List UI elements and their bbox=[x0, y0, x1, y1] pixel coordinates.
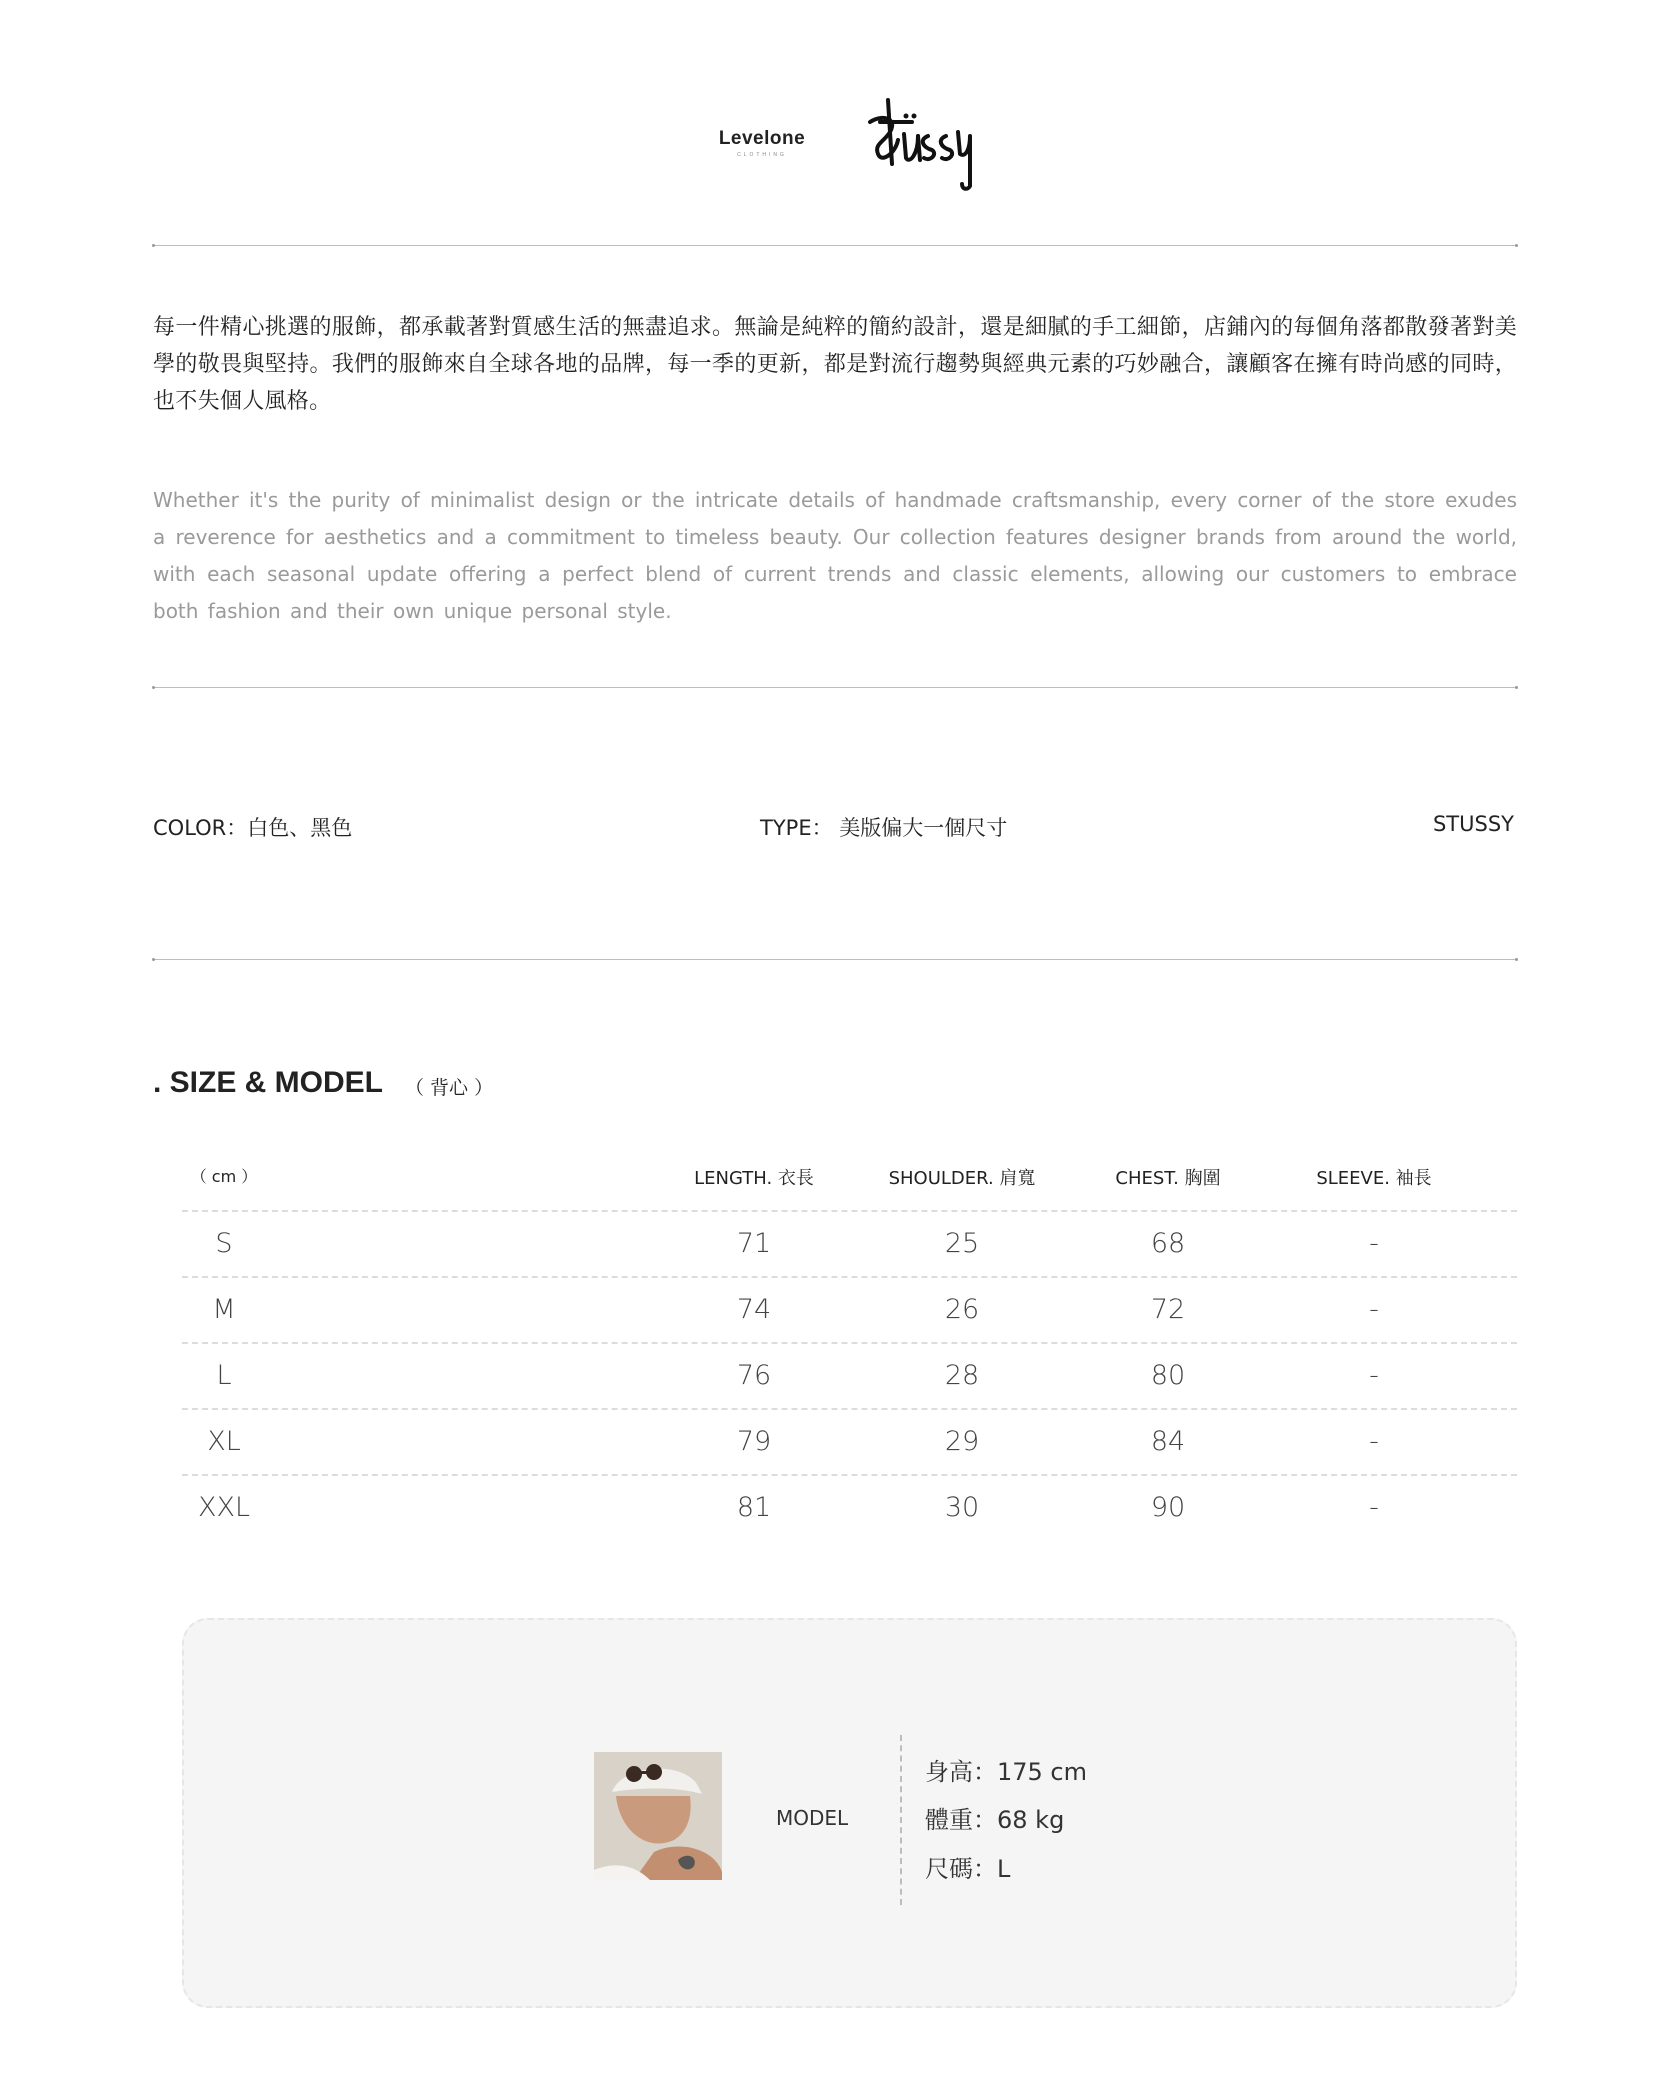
cell-shoulder: 25 bbox=[944, 1228, 980, 1259]
header-sleeve: SLEEVE. 袖長 bbox=[1316, 1168, 1432, 1189]
size-table bbox=[182, 1150, 1517, 1540]
divider bbox=[153, 245, 1517, 246]
cell-length: 74 bbox=[736, 1294, 772, 1325]
spec-brand: STUSSY bbox=[1432, 812, 1514, 836]
levelone-logo-subtext: CLOTHING bbox=[737, 152, 787, 158]
cell-length: 71 bbox=[736, 1228, 772, 1259]
cell-chest: 68 bbox=[1150, 1228, 1186, 1259]
table-row bbox=[182, 1210, 1517, 1276]
model-card bbox=[182, 1618, 1517, 2008]
section-subtitle: （ 背心 ） bbox=[405, 1077, 494, 1099]
table-row bbox=[182, 1474, 1517, 1540]
model-separator bbox=[900, 1735, 902, 1905]
cell-size: M bbox=[212, 1294, 236, 1325]
intro-chinese: 每一件精心挑選的服飾，都承載著對質感生活的無盡追求。無論是純粹的簡約設計，還是細膩的手工細節，店鋪內的每個角落都散發著對美學的敬畏與堅持。我們的服飾來自全球各地的品牌，每一季的更新，都是對流行趨勢與經典元素的巧妙融合，讓顧客在擁有時尚感的同時，也不失個人風格。 bbox=[153, 315, 1517, 414]
spec-type: TYPE： 美版偏大一個尺寸 bbox=[760, 816, 1008, 840]
cell-size: L bbox=[216, 1360, 232, 1391]
cell-chest: 90 bbox=[1150, 1492, 1186, 1523]
section-title: . SIZE & MODEL bbox=[153, 1066, 384, 1099]
table-row bbox=[182, 1408, 1517, 1474]
table-row bbox=[182, 1276, 1517, 1342]
cell-shoulder: 28 bbox=[944, 1360, 980, 1391]
model-height: 身高：175 cm bbox=[925, 1758, 1088, 1786]
header-shoulder: SHOULDER. 肩寬 bbox=[888, 1168, 1036, 1189]
cell-length: 79 bbox=[736, 1426, 772, 1457]
cell-sleeve: - bbox=[1369, 1426, 1379, 1457]
model-weight: 體重：68 kg bbox=[925, 1806, 1065, 1834]
spec-color: COLOR：白色、黑色 bbox=[153, 816, 353, 840]
table-row bbox=[182, 1342, 1517, 1408]
cell-chest: 72 bbox=[1150, 1294, 1186, 1325]
cell-shoulder: 26 bbox=[944, 1294, 980, 1325]
cell-shoulder: 30 bbox=[944, 1492, 980, 1523]
cell-chest: 84 bbox=[1150, 1426, 1186, 1457]
cell-size: S bbox=[215, 1228, 233, 1259]
cell-chest: 80 bbox=[1150, 1360, 1186, 1391]
cell-sleeve: - bbox=[1369, 1228, 1379, 1259]
cell-length: 76 bbox=[736, 1360, 772, 1391]
stussy-logo bbox=[866, 92, 976, 196]
model-label: MODEL bbox=[776, 1806, 849, 1830]
cell-size: XL bbox=[207, 1426, 241, 1457]
model-photo-image bbox=[594, 1752, 722, 1880]
stussy-logo-icon bbox=[866, 92, 976, 192]
cell-sleeve: - bbox=[1369, 1492, 1379, 1523]
divider bbox=[153, 959, 1517, 960]
header-chest: CHEST. 胸圍 bbox=[1115, 1168, 1221, 1189]
levelone-logo-text: Levelone bbox=[718, 128, 806, 149]
divider bbox=[153, 687, 1517, 688]
unit-label: （ cm ） bbox=[190, 1167, 258, 1186]
size-table-header bbox=[182, 1150, 1517, 1210]
cell-shoulder: 29 bbox=[944, 1426, 980, 1457]
cell-sleeve: - bbox=[1369, 1360, 1379, 1391]
intro-english: Whether it's the purity of minimalist design or the intricate details of handmade craftsmanship, every corner of the store exudes a reverence for aesthetics and a commitment to timeless beauty. Our collection features designer brands from around the world, with each seasonal update offering a perfect blend of current trends and classic elements, allowing our customers to embrace both fashion and their own unique personal style. bbox=[153, 488, 1517, 623]
cell-length: 81 bbox=[736, 1492, 772, 1523]
header-length: LENGTH. 衣長 bbox=[694, 1168, 814, 1189]
levelone-logo bbox=[704, 128, 820, 158]
model-size: 尺碼：L bbox=[925, 1855, 1011, 1883]
cell-sleeve: - bbox=[1369, 1294, 1379, 1325]
model-photo bbox=[594, 1752, 722, 1880]
cell-size: XXL bbox=[197, 1492, 251, 1523]
